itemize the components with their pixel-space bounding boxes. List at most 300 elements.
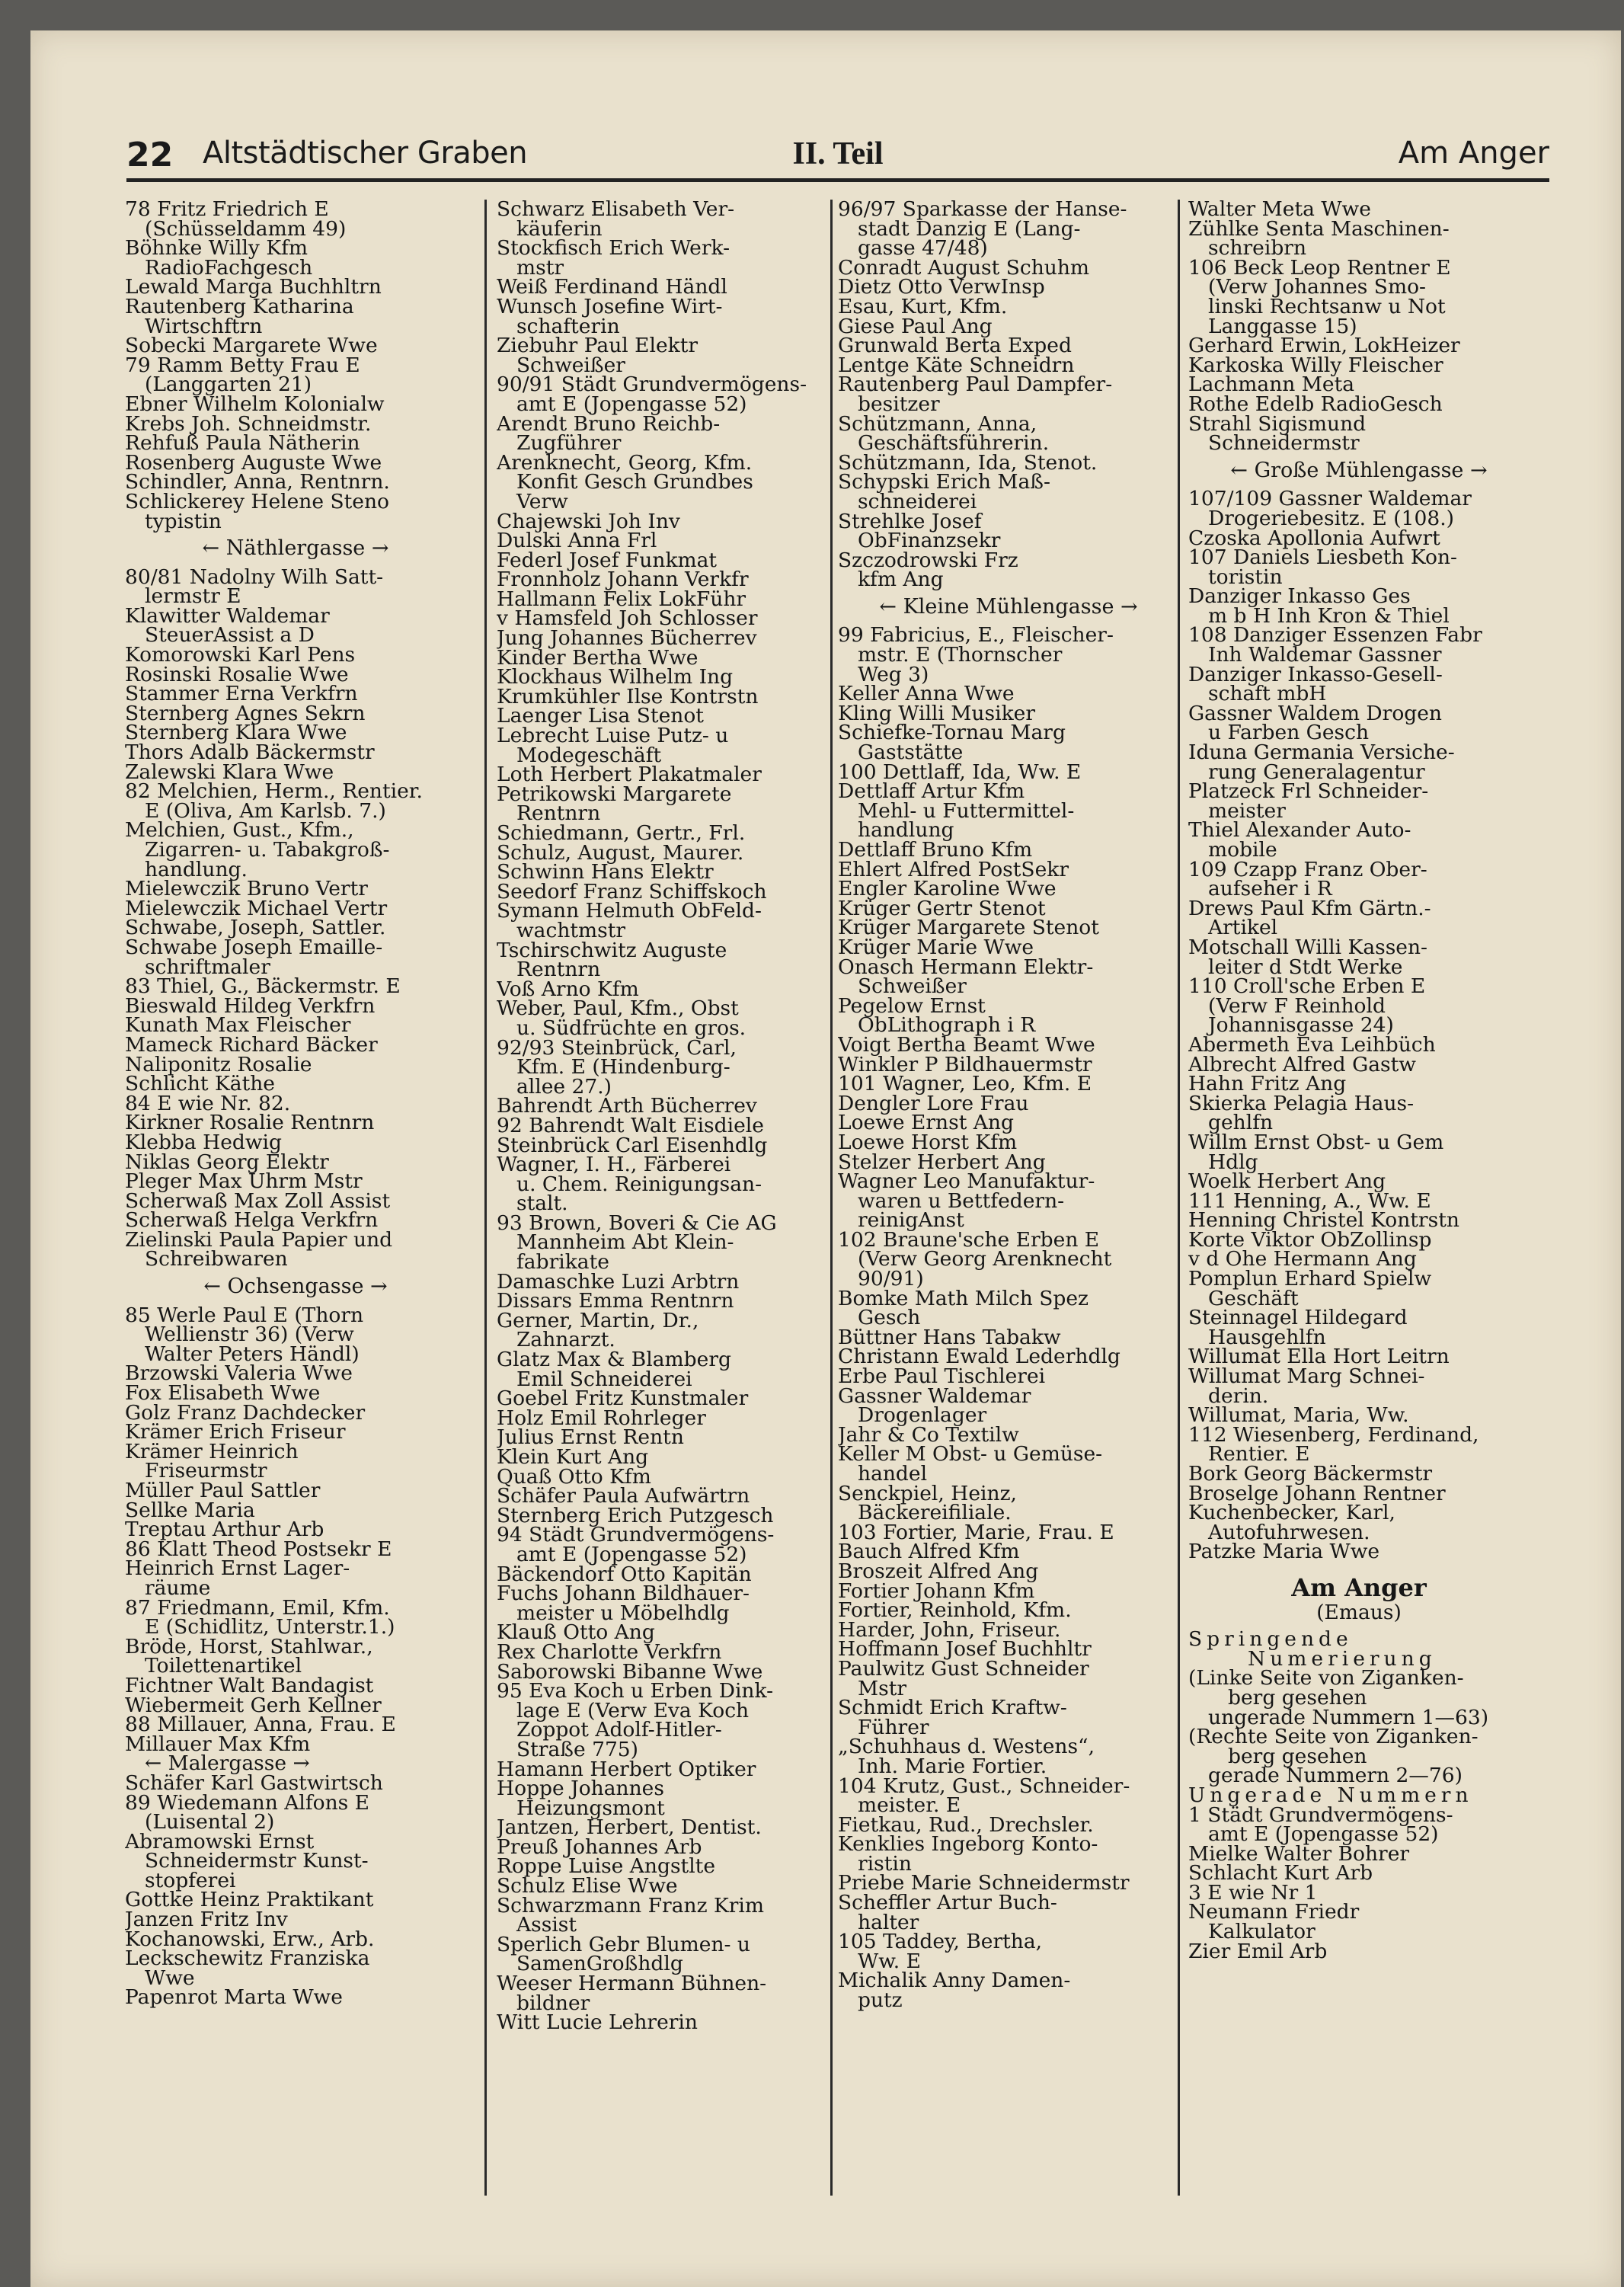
directory-entry-line: 1 Städt Grundvermögens-: [1188, 1802, 1453, 1827]
directory-entry-line: Niklas Georg Elektr: [125, 1150, 329, 1174]
page-header: [126, 105, 1549, 182]
directory-entry-line: Rentnrn: [516, 801, 601, 826]
directory-entry-line: Iduna Germania Versiche-: [1188, 740, 1455, 765]
directory-entry-line: Symann Helmuth ObFeld-: [497, 899, 762, 923]
directory-entry-line: Erbe Paul Tischlerei: [838, 1364, 1046, 1389]
directory-entry-line: Michalik Anny Damen-: [838, 1969, 1071, 1993]
directory-entry-line: 95 Eva Koch u Erben Dink-: [497, 1679, 774, 1703]
directory-entry-line: ristin: [858, 1851, 912, 1876]
directory-entry-line: Broselge Johann Rentner: [1188, 1481, 1446, 1505]
directory-entry-line: Fortier Johann Kfm: [838, 1579, 1035, 1603]
directory-entry-line: 101 Wagner, Leo, Kfm. E: [838, 1072, 1092, 1096]
directory-entry-line: ← Malergasse →: [145, 1751, 310, 1776]
directory-entry-line: Toilettenartikel: [145, 1654, 302, 1678]
directory-entry-line: Giese Paul Ang: [838, 314, 993, 338]
directory-entry-line: Schwabe Joseph Emaille-: [125, 935, 383, 959]
directory-entry-line: Inh Waldemar Gassner: [1208, 643, 1442, 667]
directory-entry-line: Walter Peters Händl): [145, 1342, 360, 1366]
directory-entry-line: Rosenberg Auguste Wwe: [125, 450, 382, 475]
directory-entry-line: Fietkau, Rud., Drechsler.: [838, 1812, 1094, 1837]
directory-entry-line: ObLithograph i R: [858, 1013, 1036, 1038]
directory-entry-line: Ungerade Nummern: [1188, 1783, 1473, 1807]
directory-entry-line: Millauer Max Kfm: [125, 1732, 311, 1756]
directory-entry-line: Modegeschäft: [516, 743, 662, 767]
directory-entry-line: Bäckendorf Otto Kapitän: [497, 1562, 752, 1586]
directory-entry-line: Führer: [858, 1715, 929, 1739]
directory-entry-line: Wagner, I. H., Färberei: [497, 1153, 731, 1177]
directory-entry-line: 104 Krutz, Gust., Schneider-: [838, 1774, 1130, 1798]
directory-entry-line: mstr: [516, 255, 564, 280]
header-part-title: II. Teil: [792, 136, 884, 171]
directory-entry-line: 107 Daniels Liesbeth Kon-: [1188, 545, 1457, 570]
directory-entry-line: Kalkulator: [1208, 1920, 1316, 1944]
directory-entry-line: Mstr: [858, 1676, 907, 1700]
directory-entry-line: v d Ohe Hermann Ang: [1188, 1247, 1417, 1271]
directory-entry-line: 86 Klatt Theod Postsekr E: [125, 1537, 392, 1561]
directory-entry-line: Müller Paul Sattler: [125, 1479, 321, 1502]
directory-entry-line: typistin: [145, 509, 222, 533]
directory-entry-line: amt E (Jopengasse 52): [1208, 1822, 1439, 1847]
directory-entry-line: Ziebuhr Paul Elektr: [497, 334, 699, 358]
directory-entry-line: Hallmann Felix LokFühr: [497, 587, 746, 611]
directory-entry-line: Geschäftsführerin.: [858, 431, 1050, 456]
directory-entry-line: Preuß Johannes Arb: [497, 1834, 702, 1859]
directory-entry-line: Mannheim Abt Klein-: [516, 1230, 734, 1255]
directory-entry-line: Sternberg Klara Wwe: [125, 721, 347, 745]
directory-entry-line: (Luisental 2): [145, 1810, 275, 1834]
directory-entry-line: amt E (Jopengasse 52): [516, 1542, 747, 1566]
directory-entry-line: Heinrich Ernst Lager-: [125, 1556, 350, 1581]
directory-entry-line: Weeser Hermann Bühnen-: [497, 1972, 767, 1996]
directory-entry-line: Chajewski Joh Inv: [497, 509, 680, 533]
directory-entry-line: handlung.: [145, 857, 248, 881]
directory-entry-line: ObFinanzsekr: [858, 529, 1001, 553]
directory-entry-line: Willumat, Maria, Ww.: [1188, 1403, 1409, 1428]
directory-entry-line: Heizungsmont: [516, 1796, 665, 1820]
directory-entry-line: Rautenberg Paul Dampfer-: [838, 373, 1113, 397]
directory-entry-line: Zugführer: [516, 431, 622, 456]
directory-entry-line: wachtmstr: [516, 918, 626, 942]
directory-entry-line: handel: [858, 1462, 928, 1486]
directory-entry-line: 90/91 Städt Grundvermögens-: [497, 373, 807, 397]
directory-entry-line: Julius Ernst Rentn: [497, 1425, 684, 1450]
directory-entry-line: (Schüsseldamm 49): [145, 216, 347, 241]
directory-entry-line: Strehlke Josef: [838, 509, 982, 533]
directory-entry-line: Sobecki Margarete Wwe: [125, 334, 378, 358]
directory-entry-line: Keller M Obst- u Gemüse-: [838, 1442, 1103, 1467]
directory-entry-line: 92/93 Steinbrück, Carl,: [497, 1035, 737, 1060]
directory-entry-line: Büttner Hans Tabakw: [838, 1325, 1061, 1349]
directory-entry-line: Holz Emil Rohrleger: [497, 1406, 706, 1430]
directory-entry-line: u. Chem. Reinigungsan-: [516, 1172, 762, 1196]
page-number: 22: [126, 136, 174, 174]
directory-entry-line: schaft mbH: [1208, 682, 1327, 706]
directory-entry-line: Fox Elisabeth Wwe: [125, 1381, 321, 1406]
directory-entry-line: Schlacht Kurt Arb: [1188, 1861, 1373, 1886]
directory-entry-line: Gassner Waldem Drogen: [1188, 701, 1442, 725]
directory-entry-line: Wunsch Josefine Wirt-: [497, 294, 723, 318]
directory-entry-line: Hoppe Johannes: [497, 1777, 664, 1801]
directory-entry-line: Tschirschwitz Auguste: [497, 938, 727, 962]
header-start-street: Altstädtischer Graben: [203, 136, 528, 171]
directory-entry-line: Emil Schneiderei: [516, 1367, 692, 1391]
directory-entry-line: Wirtschftrn: [145, 314, 263, 338]
directory-entry-line: waren u Bettfedern-: [858, 1188, 1065, 1213]
directory-entry-line: Drogenlager: [858, 1403, 987, 1428]
directory-entry-line: Straße 775): [516, 1737, 638, 1761]
directory-entry-line: Mielewczik Michael Vertr: [125, 896, 388, 920]
directory-entry-line: Schwinn Hans Elektr: [497, 860, 714, 884]
directory-entry-line: 80/81 Nadolny Wilh Satt-: [125, 565, 384, 589]
directory-entry-line: RadioFachgesch: [145, 255, 313, 280]
directory-entry-line: Schulz Elise Wwe: [497, 1874, 678, 1898]
directory-entry-line: Wagner Leo Manufaktur-: [838, 1169, 1095, 1194]
directory-entry-line: Schäfer Karl Gastwirtsch: [125, 1770, 383, 1795]
directory-entry-line: Stockfisch Erich Werk-: [497, 236, 730, 261]
directory-entry-line: bildner: [516, 1991, 590, 2015]
directory-entry-line: Schlicht Käthe: [125, 1072, 275, 1096]
directory-entry-line: Schützmann, Ida, Stenot.: [838, 450, 1098, 475]
directory-entry-line: Schweißer: [516, 353, 625, 377]
directory-entry-line: Krüger Marie Wwe: [838, 935, 1034, 959]
directory-entry-line: Klawitter Waldemar: [125, 603, 330, 628]
directory-entry-line: Fortier, Reinhold, Kfm.: [838, 1598, 1072, 1623]
directory-entry-line: schreibrn: [1208, 236, 1307, 261]
directory-entry-line: Damaschke Luzi Arbtrn: [497, 1269, 740, 1294]
directory-entry-line: Mielewczik Bruno Vertr: [125, 877, 368, 901]
directory-entry-line: Rothe Edelb RadioGesch: [1188, 392, 1443, 416]
directory-entry-line: räume: [145, 1575, 211, 1600]
directory-entry-line: Hoffmann Josef Buchhltr: [838, 1637, 1092, 1662]
directory-entry-line: Jung Johannes Bücherrev: [497, 626, 757, 651]
directory-entry-line: Schindler, Anna, Rentnrn.: [125, 470, 390, 494]
directory-entry-line: Gerhard Erwin, LokHeizer: [1188, 334, 1460, 358]
directory-entry-line: Gassner Waldemar: [838, 1383, 1031, 1408]
directory-entry-line: kfm Ang: [858, 568, 944, 592]
directory-entry-line: stalt.: [516, 1191, 568, 1216]
directory-entry-line: Dettlaff Bruno Kfm: [838, 838, 1033, 862]
directory-entry-line: Hahn Fritz Ang: [1188, 1072, 1347, 1096]
directory-entry-line: Inh. Marie Fortier.: [858, 1754, 1047, 1778]
column-divider: [484, 200, 487, 2196]
directory-column-2: [497, 200, 838, 2249]
directory-entry-line: gasse 47/48): [858, 236, 988, 261]
directory-entry-line: Loewe Horst Kfm: [838, 1130, 1018, 1154]
directory-entry-line: 78 Fritz Friedrich E: [125, 200, 329, 221]
directory-entry-line: Gottke Heinz Praktikant: [125, 1888, 374, 1912]
directory-entry-line: besitzer: [858, 392, 940, 416]
directory-entry-line: Schwabe, Joseph, Sattler.: [125, 916, 386, 940]
directory-entry-line: gerade Nummern 2—76): [1208, 1764, 1463, 1788]
directory-entry-line: Schmidt Erich Kraftw-: [838, 1696, 1067, 1720]
directory-entry-line: allee 27.): [516, 1074, 612, 1099]
directory-entry-line: SteuerAssist a D: [145, 623, 315, 648]
directory-entry-line: Schäfer Paula Aufwärtrn: [497, 1484, 750, 1508]
directory-entry-line: Korte Viktor ObZollinsp: [1188, 1227, 1432, 1252]
directory-entry-line: Loth Herbert Plakatmaler: [497, 763, 762, 787]
directory-entry-line: Kochanowski, Erw., Arb.: [125, 1927, 375, 1951]
directory-entry-line: v Hamsfeld Joh Schlosser: [497, 606, 758, 631]
directory-entry-line: mstr. E (Thornscher: [858, 643, 1063, 667]
directory-entry-line: 87 Friedmann, Emil, Kfm.: [125, 1595, 390, 1620]
directory-entry-line: Voigt Bertha Beamt Wwe: [838, 1032, 1095, 1057]
directory-entry-line: Verw: [516, 489, 568, 513]
directory-entry-line: Arenknecht, Georg, Kfm.: [497, 450, 753, 475]
directory-entry-line: Golz Franz Dachdecker: [125, 1400, 366, 1425]
directory-entry-line: Bahrendt Arth Bücherrev: [497, 1094, 757, 1118]
directory-entry-line: Quaß Otto Kfm: [497, 1464, 651, 1489]
directory-entry-line: Numerierung: [1248, 1646, 1437, 1671]
directory-entry-line: Onasch Hermann Elektr-: [838, 955, 1094, 979]
directory-entry-line: 3 E wie Nr 1: [1188, 1880, 1318, 1905]
directory-entry-line: Autofuhrwesen.: [1208, 1520, 1370, 1544]
directory-entry-line: Willumat Marg Schnei-: [1188, 1364, 1425, 1389]
directory-entry-line: Rautenberg Katharina: [125, 294, 354, 318]
directory-entry-line: Schlickerey Helene Steno: [125, 489, 389, 513]
directory-entry-line: SamenGroßhdlg: [516, 1952, 683, 1976]
directory-entry-line: Lebrecht Luise Putz- u: [497, 724, 729, 748]
directory-entry-line: (Linke Seite von Ziganken-: [1188, 1666, 1464, 1690]
directory-entry-line: Springende: [1188, 1627, 1353, 1652]
directory-entry-line: Albrecht Alfred Gastw: [1188, 1052, 1416, 1076]
directory-entry-line: m b H Inh Kron & Thiel: [1208, 603, 1450, 628]
directory-entry-line: Saborowski Bibanne Wwe: [497, 1659, 763, 1684]
directory-entry-line: schneiderei: [858, 489, 977, 513]
directory-page: [30, 30, 1621, 2287]
directory-entry-line: (Verw Georg Arenknecht: [858, 1247, 1112, 1271]
directory-entry-line: fabrikate: [516, 1250, 609, 1275]
directory-entry-line: Kirkner Rosalie Rentnrn: [125, 1111, 375, 1135]
directory-entry-line: Böhnke Willy Kfm: [125, 236, 308, 261]
directory-entry-line: 79 Ramm Betty Frau E: [125, 353, 360, 377]
directory-entry-line: Arendt Bruno Reichb-: [497, 411, 721, 436]
cross-street-separator: ← Kleine Mühlengasse →: [879, 594, 1138, 619]
directory-entry-line: Lachmann Meta: [1188, 373, 1355, 397]
directory-entry-line: toristin: [1208, 565, 1283, 589]
directory-entry-line: Motschall Willi Kassen-: [1188, 935, 1428, 959]
directory-entry-line: Schneidermstr Kunst-: [145, 1849, 369, 1873]
directory-column-4: [1188, 200, 1530, 2249]
directory-entry-line: Weiß Ferdinand Händl: [497, 275, 727, 299]
directory-entry-line: Scheffler Artur Buch-: [838, 1891, 1057, 1915]
directory-entry-line: Hausgehlfn: [1208, 1325, 1326, 1349]
directory-entry-line: Harder, John, Friseur.: [838, 1617, 1061, 1642]
directory-entry-line: Stammer Erna Verkfrn: [125, 682, 358, 706]
directory-entry-line: gehlfn: [1208, 1111, 1274, 1135]
directory-entry-line: Wellienstr 36) (Verw: [145, 1323, 354, 1347]
directory-entry-line: Mehl- u Futtermittel-: [858, 798, 1075, 823]
directory-entry-line: Conradt August Schuhm: [838, 255, 1090, 280]
directory-entry-line: 96/97 Sparkasse der Hanse-: [838, 200, 1127, 221]
directory-entry-line: Federl Josef Funkmat: [497, 548, 718, 572]
directory-entry-line: berg gesehen: [1228, 1744, 1367, 1768]
directory-entry-line: aufseher i R: [1208, 877, 1332, 901]
directory-entry-line: Weber, Paul, Kfm., Obst: [497, 996, 739, 1021]
directory-entry-line: Schypski Erich Maß-: [838, 470, 1050, 494]
directory-entry-line: Schiedmann, Gertr., Frl.: [497, 821, 746, 845]
directory-entry-line: Zoppot Adolf-Hitler-: [516, 1718, 722, 1742]
directory-entry-line: Naliponitz Rosalie: [125, 1052, 312, 1076]
directory-entry-line: 100 Dettlaff, Ida, Ww. E: [838, 760, 1082, 784]
directory-entry-line: Bauch Alfred Kfm: [838, 1540, 1020, 1564]
directory-entry-line: meister: [1208, 798, 1286, 823]
directory-entry-line: Leckschewitz Franziska: [125, 1946, 370, 1971]
directory-entry-line: (Verw F Reinhold: [1208, 993, 1386, 1018]
directory-entry-line: Jantzen, Herbert, Dentist.: [497, 1815, 762, 1840]
directory-entry-line: Schneidermstr: [1208, 431, 1360, 456]
directory-entry-line: Sternberg Erich Putzgesch: [497, 1503, 774, 1527]
directory-entry-line: 106 Beck Leop Rentner E: [1188, 255, 1451, 280]
directory-entry-line: Dissars Emma Rentnrn: [497, 1289, 734, 1313]
directory-entry-line: Komorowski Karl Pens: [125, 643, 356, 667]
directory-entry-line: 82 Melchien, Herm., Rentier.: [125, 779, 423, 804]
directory-entry-line: Krüger Margarete Stenot: [838, 916, 1099, 940]
directory-entry-line: Christann Ewald Lederhdlg: [838, 1345, 1120, 1369]
directory-entry-line: Rosinski Rosalie Wwe: [125, 662, 349, 686]
directory-entry-line: Fronnholz Johann Verkfr: [497, 568, 749, 592]
directory-entry-line: lermstr E: [145, 584, 241, 609]
directory-entry-line: Treptau Arthur Arb: [125, 1518, 324, 1542]
directory-entry-line: Dulski Anna Frl: [497, 529, 657, 553]
directory-entry-line: Priebe Marie Schneidermstr: [838, 1871, 1130, 1895]
directory-column-3: [838, 200, 1179, 2249]
directory-entry-line: Kenklies Ingeborg Konto-: [838, 1832, 1098, 1857]
directory-entry-line: Paulwitz Gust Schneider: [838, 1656, 1089, 1681]
directory-entry-line: Zahnarzt.: [516, 1328, 615, 1352]
directory-entry-line: Artikel: [1208, 916, 1278, 940]
header-end-street: Am Anger: [1398, 136, 1549, 171]
directory-entry-line: Sperlich Gebr Blumen- u: [497, 1932, 750, 1956]
directory-entry-line: mobile: [1208, 838, 1277, 862]
directory-entry-line: Engler Karoline Wwe: [838, 877, 1057, 901]
directory-entry-line: ungerade Nummern 1—63): [1208, 1705, 1489, 1729]
directory-entry-line: Bäckereifiliale.: [858, 1501, 1012, 1525]
directory-entry-line: 112 Wiesenberg, Ferdinand,: [1188, 1422, 1479, 1447]
directory-entry-line: Klauß Otto Ang: [497, 1620, 655, 1645]
directory-entry-line: derin.: [1208, 1383, 1269, 1408]
directory-entry-line: Sternberg Agnes Sekrn: [125, 701, 366, 725]
directory-entry-line: Danziger Inkasso Ges: [1188, 584, 1411, 609]
directory-entry-line: Voß Arno Kfm: [497, 977, 639, 1001]
directory-entry-line: Schützmann, Anna,: [838, 411, 1037, 436]
directory-entry-line: amt E (Jopengasse 52): [516, 392, 747, 416]
directory-entry-line: Zühlke Senta Maschinen-: [1188, 216, 1450, 241]
directory-entry-line: Kinder Bertha Wwe: [497, 645, 699, 670]
directory-entry-line: 90/91): [858, 1267, 924, 1291]
directory-entry-line: Petrikowski Margarete: [497, 782, 732, 806]
directory-entry-line: schriftmaler: [145, 955, 270, 979]
directory-entry-line: stadt Danzig E (Lang-: [858, 216, 1081, 241]
directory-entry-line: Zier Emil Arb: [1188, 1939, 1328, 1963]
cross-street-separator: ← Ochsengasse →: [203, 1275, 388, 1299]
directory-entry-line: 102 Braune'sche Erben E: [838, 1227, 1100, 1252]
directory-entry-line: 93 Brown, Boveri & Cie AG: [497, 1211, 777, 1235]
directory-entry-line: Jahr & Co Textilw: [838, 1422, 1019, 1447]
directory-entry-line: Hdlg: [1208, 1150, 1258, 1174]
directory-entry-line: Bieswald Hildeg Verkfrn: [125, 993, 376, 1018]
directory-entry-line: lage E (Verw Eva Koch: [516, 1698, 750, 1722]
directory-entry-line: u Farben Gesch: [1208, 721, 1370, 745]
directory-entry-line: Platzeck Frl Schneider-: [1188, 779, 1429, 804]
directory-entry-line: Konfit Gesch Grundbes: [516, 470, 753, 494]
directory-entry-line: Willm Ernst Obst- u Gem: [1188, 1130, 1444, 1154]
directory-entry-line: Gaststätte: [858, 740, 964, 765]
directory-entry-line: Woelk Herbert Ang: [1188, 1169, 1386, 1194]
directory-entry-line: Dettlaff Artur Kfm: [838, 779, 1025, 804]
directory-entry-line: Strahl Sigismund: [1188, 411, 1367, 436]
directory-entry-line: Thiel Alexander Auto-: [1188, 818, 1411, 843]
directory-entry-line: Rehfuß Paula Nätherin: [125, 431, 360, 456]
directory-entry-line: (Rechte Seite von Ziganken-: [1188, 1725, 1479, 1749]
directory-entry-line: Broszeit Alfred Ang: [838, 1559, 1039, 1583]
directory-entry-line: Ehlert Alfred PostSekr: [838, 857, 1069, 881]
directory-entry-line: Loewe Ernst Ang: [838, 1111, 1014, 1135]
directory-entry-line: Wiebermeit Gerh Kellner: [125, 1693, 382, 1717]
directory-entry-line: schafterin: [516, 314, 620, 338]
directory-entry-line: meister u Möbelhdlg: [516, 1601, 730, 1625]
directory-entry-line: Skierka Pelagia Haus-: [1188, 1091, 1415, 1115]
directory-entry-line: Lentge Käte Schneidrn: [838, 353, 1075, 377]
directory-entry-line: Drogeriebesitz. E (108.): [1208, 506, 1454, 530]
directory-entry-line: Friseurmstr: [145, 1459, 267, 1483]
directory-entry-line: Papenrot Marta Wwe: [125, 1985, 343, 2010]
directory-entry-line: käuferin: [516, 216, 603, 241]
directory-entry-line: 89 Wiedemann Alfons E: [125, 1790, 370, 1815]
directory-entry-line: Bröde, Horst, Stahlwar.,: [125, 1634, 373, 1658]
directory-entry-line: 105 Taddey, Bertha,: [838, 1930, 1043, 1954]
directory-entry-line: Abramowski Ernst: [125, 1829, 315, 1854]
directory-entry-line: Geschäft: [1208, 1286, 1299, 1310]
directory-entry-line: Fichtner Walt Bandagist: [125, 1673, 374, 1697]
directory-entry-line: Schreibwaren: [145, 1247, 288, 1271]
directory-entry-line: 110 Croll'sche Erben E: [1188, 974, 1426, 999]
directory-entry-line: Winkler P Bildhauermstr: [838, 1052, 1092, 1076]
directory-entry-line: Klein Kurt Ang: [497, 1445, 649, 1469]
directory-entry-line: handlung: [858, 818, 954, 843]
directory-entry-line: Assist: [516, 1913, 577, 1937]
cross-street-separator: ← Näthlergasse →: [202, 536, 389, 561]
directory-entry-line: Mielke Walter Bohrer: [1188, 1841, 1410, 1866]
directory-entry-line: Stelzer Herbert Ang: [838, 1150, 1046, 1174]
directory-entry-line: Keller Anna Wwe: [838, 682, 1015, 706]
directory-entry-line: Ww. E: [858, 1949, 921, 1973]
directory-entry-line: Dengler Lore Frau: [838, 1091, 1029, 1115]
directory-entry-line: Thors Adalb Bäckermstr: [125, 740, 375, 765]
directory-entry-line: Neumann Friedr: [1188, 1900, 1360, 1924]
directory-entry-line: Walter Meta Wwe: [1188, 200, 1371, 221]
directory-entry-line: Czoska Apollonia Aufwrt: [1188, 526, 1440, 550]
directory-entry-line: Weg 3): [858, 662, 929, 686]
directory-entry-line: Krebs Joh. Schneidmstr.: [125, 411, 372, 436]
directory-entry-line: Kling Willi Musiker: [838, 701, 1035, 725]
directory-entry-line: Sellke Maria: [125, 1498, 255, 1522]
directory-entry-line: 94 Städt Grundvermögens-: [497, 1523, 775, 1547]
directory-entry-line: Wwe: [145, 1966, 195, 1990]
directory-entry-line: Esau, Kurt, Kfm.: [838, 294, 1008, 318]
directory-entry-line: Rentnrn: [516, 958, 601, 982]
directory-entry-line: Mameck Richard Bäcker: [125, 1032, 378, 1057]
directory-entry-line: Grunwald Berta Exped: [838, 334, 1072, 358]
directory-entry-line: 88 Millauer, Anna, Frau. E: [125, 1713, 396, 1737]
directory-column-1: [125, 200, 466, 2249]
directory-entry-line: 108 Danziger Essenzen Fabr: [1188, 623, 1482, 648]
directory-entry-line: Goebel Fritz Kunstmaler: [497, 1387, 749, 1411]
cross-street-separator: ← Große Mühlengasse →: [1230, 458, 1488, 482]
directory-entry-line: Kunath Max Fleischer: [125, 1013, 351, 1038]
directory-entry-line: Zielinski Paula Papier und: [125, 1227, 393, 1252]
directory-entry-line: Brzowski Valeria Wwe: [125, 1361, 353, 1386]
directory-entry-line: 83 Thiel, G., Bäckermstr. E: [125, 974, 401, 999]
